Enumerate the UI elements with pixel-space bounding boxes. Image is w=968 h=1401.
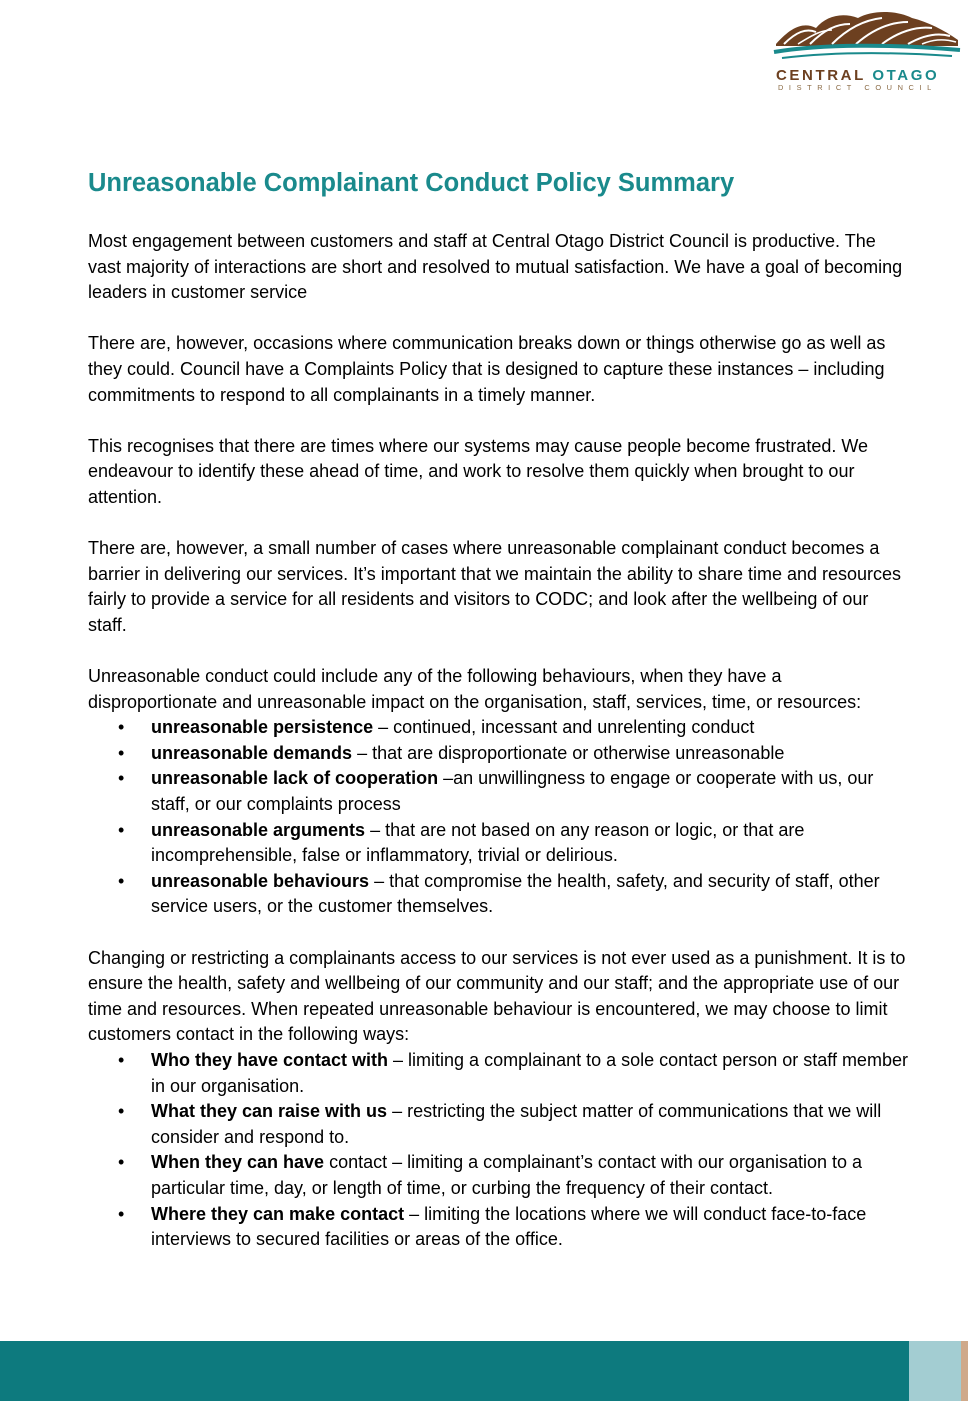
bullet: • (118, 768, 125, 789)
list-item (88, 1150, 908, 1201)
list-item-text: contact – limiting a complainant’s contact with our organisation to a particular time, day, or length of time, or curbing the frequency of their contact. (151, 1152, 863, 1198)
logo-subtitle: DISTRICT COUNCIL (778, 83, 937, 92)
list-item-text: – limiting the locations where we will conduct face-to-face interviews to secured facilities or areas of the office. (151, 1203, 867, 1250)
logo-wordmark (776, 68, 939, 83)
list-item (88, 715, 908, 741)
list-item-text: –an unwillingness to engage or cooperate with us, our staff, or our complaints process (151, 768, 874, 815)
list-item-term: Who they have contact with (151, 1050, 389, 1070)
page-title: Unreasonable Complainant Conduct Policy Summary (88, 169, 735, 197)
bullet: • (118, 717, 125, 738)
document-body (88, 166, 908, 1278)
list-item-text: – limiting a complainant to a sole contact person or staff member in our organisation. (151, 1050, 908, 1096)
restrictions-list (88, 1048, 908, 1253)
list-item-term: unreasonable lack of cooperation (151, 768, 439, 789)
list-item-text: – that compromise the health, safety, and security of staff, other service users, or the customer themselves. (151, 870, 880, 917)
list-item-term: unreasonable demands (151, 742, 353, 763)
list-item-term: Where they can make contact (151, 1203, 405, 1224)
list-item (88, 766, 908, 817)
mountain-logo-icon (772, 8, 962, 66)
logo-word-otago: OTAGO (872, 67, 940, 84)
bullet: • (118, 1101, 125, 1122)
list-item-term: unreasonable arguments (151, 819, 366, 840)
restrictions-intro: Changing or restricting a complainants access to our services is not ever used as a punishment. It is to ensure the health, safety and wellbeing of our community and our staff; and the appropriate use of our time and resources. When repeated unreasonable behaviour is encountered, we may choose to limit customers contact in the following ways: (88, 947, 906, 1045)
list-item-term: unreasonable behaviours (151, 870, 370, 891)
list-item (88, 869, 908, 920)
list-item (88, 818, 908, 869)
footer-accent-blue (909, 1341, 961, 1401)
paragraph-2: There are, however, occasions where communication breaks down or things otherwise go as well as they could. Council have a Complaints Policy that is designed to capture these instances – including commitments to respond to all complainants in a timely manner. (88, 333, 886, 405)
logo-word-central: CENTRAL (776, 67, 866, 84)
list-item (88, 741, 908, 767)
council-logo (772, 8, 962, 92)
paragraph-1: Most engagement between customers and staff at Central Otago District Council is productive. The vast majority of interactions are short and resolved to mutual satisfaction. We have a goal of becoming leaders in customer service (88, 231, 903, 303)
list-item-term: unreasonable persistence (151, 717, 374, 738)
list-item (88, 1099, 908, 1150)
list-item-term: When they can have (151, 1152, 325, 1173)
list-item (88, 1048, 908, 1099)
bullet: • (118, 870, 125, 891)
bullet: • (118, 819, 125, 840)
list-item-term: What they can raise with us (151, 1101, 388, 1122)
bullet: • (118, 742, 125, 763)
list-item-text: – continued, incessant and unrelenting conduct (373, 717, 755, 738)
list-item-text: – that are disproportionate or otherwise unreasonable (352, 742, 785, 763)
list-item (88, 1202, 908, 1253)
bullet: • (118, 1050, 125, 1070)
bullet: • (118, 1203, 125, 1224)
list-item-text: – restricting the subject matter of communications that we will consider and respond to. (151, 1101, 882, 1147)
paragraph-3: This recognises that there are times where our systems may cause people become frustrated. We endeavour to identify these ahead of time, and work to resolve them quickly when brought to our attention. (88, 435, 869, 507)
list-item-text: – that are not based on any reason or logic, or that are incomprehensible, false or inflammatory, trivial or delirious. (151, 819, 805, 866)
conduct-list (88, 715, 908, 920)
conduct-intro: Unreasonable conduct could include any of the following behaviours, when they have a disproportionate and unreasonable impact on the organisation, staff, services, time, or resources: (88, 666, 862, 712)
paragraph-4: There are, however, a small number of cases where unreasonable complainant conduct becomes a barrier in delivering our services. It’s important that we maintain the ability to share time and resources fairly to provide a service for all residents and visitors to CODC; and look after the wellbeing of our staff. (88, 538, 902, 635)
footer-band (0, 1341, 968, 1401)
footer-accent-tan (961, 1341, 968, 1401)
bullet: • (118, 1152, 125, 1173)
footer-bar (0, 1341, 909, 1401)
